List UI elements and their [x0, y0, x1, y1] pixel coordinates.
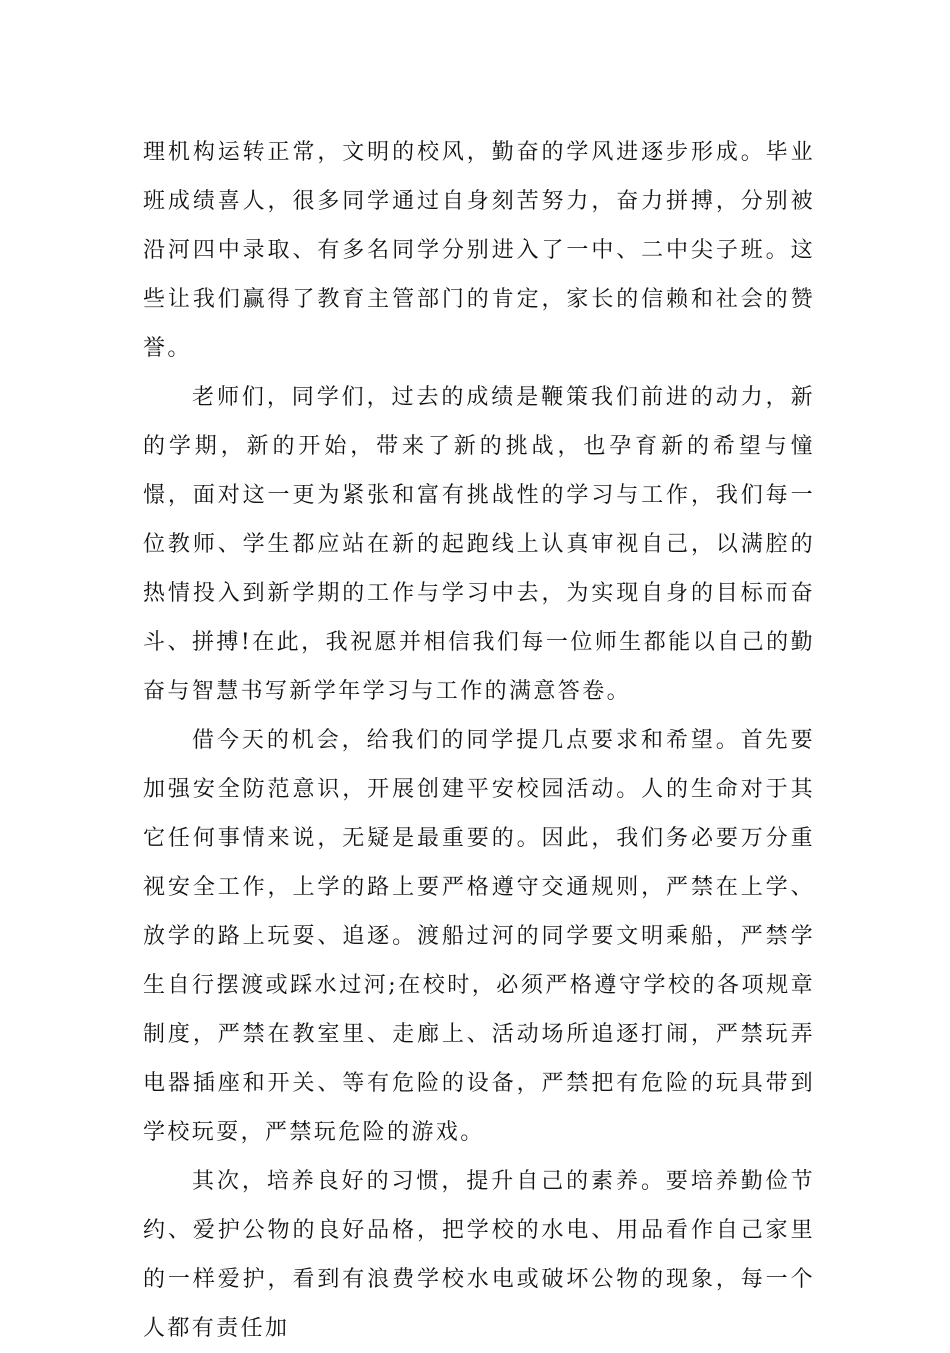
paragraph-3: 借今天的机会，给我们的同学提几点要求和希望。首先要加强安全防范意识，开展创建平安校园活动。人的生命对于其它任何事情来说，无疑是最重要的。因此，我们务必要万分重视安全工作，上学的路上要严格遵守交通规则，严禁在上学、放学的路上玩耍、追逐。渡船过河的同学要文明乘船，严禁学生自行摆渡或踩水过河;在校时，必须严格遵守学校的各项规章制度，严禁在教室里、走廊上、活动场所追逐打闹，严禁玩弄电器插座和开关、等有危险的设备，严禁把有危险的玩具带到学校玩耍，严禁玩危险的游戏。	[143, 728, 815, 1145]
paragraph-4: 其次，培养良好的习惯，提升自己的素养。要培养勤俭节约、爱护公物的良好品格，把学校的水电、用品看作自己家里的一样爱护，看到有浪费学校水电或破坏公物的现象，每一个人都有责任加	[143, 1169, 815, 1341]
paragraph-1: 理机构运转正常，文明的校风，勤奋的学风进逐步形成。毕业班成绩喜人，很多同学通过自身刻苦努力，奋力拼搏，分别被沿河四中录取、有多名同学分别进入了一中、二中尖子班。这些让我们赢得了教育主管部门的肯定，家长的信赖和社会的赞誉。	[143, 140, 815, 361]
document-body	[143, 128, 815, 1353]
paragraph-2: 老师们，同学们，过去的成绩是鞭策我们前进的动力，新的学期，新的开始，带来了新的挑战，也孕育新的希望与憧憬，面对这一更为紧张和富有挑战性的学习与工作，我们每一位教师、学生都应站在新的起跑线上认真审视自己，以满腔的热情投入到新学期的工作与学习中去，为实现自身的目标而奋斗、拼搏!在此，我祝愿并相信我们每一位师生都能以自己的勤奋与智慧书写新学年学习与工作的满意答卷。	[143, 385, 815, 704]
